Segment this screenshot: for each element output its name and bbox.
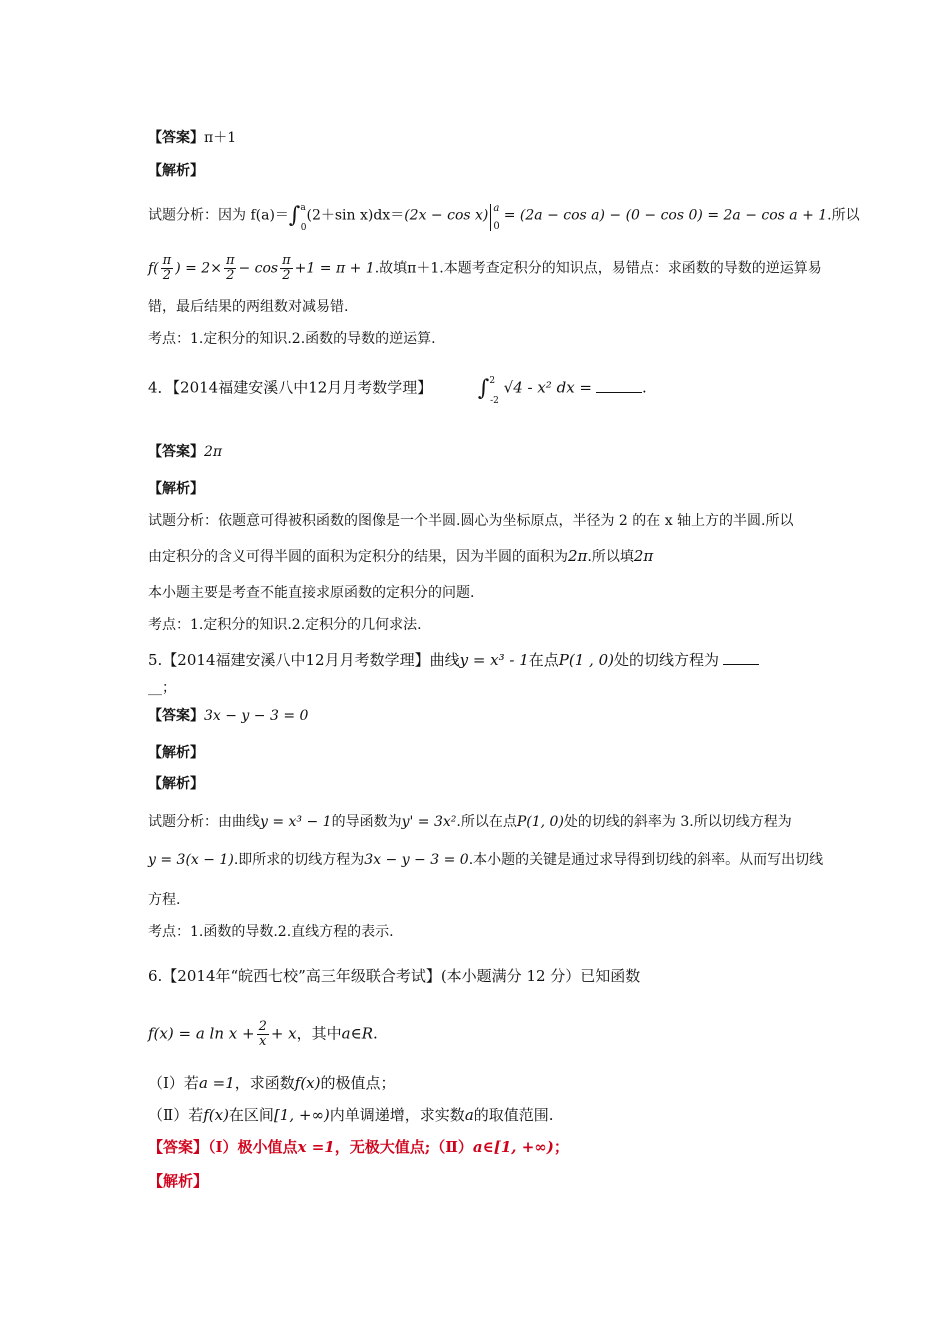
s3-answer-line bbox=[148, 127, 236, 147]
text: ，其中 bbox=[296, 1024, 342, 1043]
answer-tag: 【答案】 bbox=[148, 708, 204, 724]
math: f(x) bbox=[203, 1106, 229, 1124]
text: ； bbox=[553, 1138, 569, 1156]
math: f(x) = a ln x + bbox=[148, 1024, 255, 1043]
q4-line3: 本小题主要是考查不能直接求原函数的定积分的问题. bbox=[148, 585, 475, 601]
s3-analysis-tag: 【解析】 bbox=[148, 163, 204, 179]
math: 3x − y − 3 = 0 bbox=[364, 852, 469, 868]
q6-part1 bbox=[148, 1072, 396, 1093]
numerator: π bbox=[225, 253, 235, 268]
text: 处的切线的斜率为 3.所以切线方程为 bbox=[563, 814, 792, 830]
fraction bbox=[257, 1020, 269, 1049]
numerator: π bbox=[162, 253, 172, 268]
numerator: 2 bbox=[258, 1019, 267, 1034]
bar-upper: a bbox=[493, 202, 500, 214]
text: 试题分析：由曲线 bbox=[148, 814, 260, 830]
int-lower: -2 bbox=[490, 395, 499, 406]
text: .故填π＋1.本题考查定积分的知识点，易错点：求函数的导数的逆运算易 bbox=[374, 260, 822, 277]
math: ) = 2× bbox=[175, 260, 222, 277]
answer-value: 2π bbox=[204, 444, 223, 460]
answer-blank bbox=[596, 392, 642, 393]
antiderivative: (2x − cos x) bbox=[404, 207, 489, 224]
math: a∈[1, +∞) bbox=[472, 1138, 554, 1156]
text: （Ⅰ）若 bbox=[148, 1074, 199, 1092]
text: 试题分析：因为 bbox=[148, 207, 246, 224]
text: 由定积分的含义可得半圆的面积为定积分的结果，因为半圆的面积为 bbox=[148, 549, 568, 565]
text: .所以填 bbox=[587, 549, 634, 565]
math: P(1 , 0) bbox=[558, 651, 614, 669]
math: 2π bbox=[633, 547, 654, 565]
q4-analysis-tag: 【解析】 bbox=[148, 481, 204, 497]
question-stem: 4．【2014福建安溪八中12月月考数学理】 bbox=[148, 378, 433, 397]
math: +1 = π + 1 bbox=[294, 260, 375, 277]
q5-line2 bbox=[148, 849, 823, 869]
q6-function-line bbox=[148, 1020, 378, 1049]
int-upper: a bbox=[300, 202, 306, 213]
math: f(a)＝ bbox=[250, 207, 289, 224]
text: 在点 bbox=[528, 651, 559, 669]
text: 处的切线方程为 bbox=[614, 651, 720, 669]
math: a =1 bbox=[198, 1074, 235, 1092]
text: . bbox=[373, 1024, 378, 1043]
math: a bbox=[464, 1106, 474, 1124]
q5-stem-cont: __； bbox=[148, 680, 176, 696]
q5-line1 bbox=[148, 811, 792, 831]
q5-kaodian: 考点：1.函数的导数.2.直线方程的表示. bbox=[148, 924, 394, 940]
integrand: (2＋sin x)dx＝ bbox=[306, 207, 405, 224]
denominator: x bbox=[259, 1034, 267, 1049]
q6-analysis-tag: 【解析】 bbox=[148, 1172, 209, 1190]
evaluation: = (2a − cos a) − (0 − cos 0) = 2a − cos a + 1 bbox=[503, 207, 828, 224]
math: [1, +∞) bbox=[273, 1106, 330, 1124]
integrand: √4 - x² dx = bbox=[503, 378, 592, 397]
math: − cos bbox=[238, 260, 279, 277]
eval-bar bbox=[490, 204, 501, 231]
integral-sign: ∫ bbox=[477, 376, 490, 401]
denominator: 2 bbox=[162, 268, 172, 283]
period: . bbox=[642, 378, 647, 397]
q5-answer-line bbox=[148, 705, 308, 725]
s3-kaodian: 考点：1.定积分的知识.2.函数的导数的逆运算. bbox=[148, 331, 436, 347]
int-lower: 0 bbox=[300, 222, 307, 233]
answer-value: 3x − y − 3 = 0 bbox=[204, 708, 309, 724]
fraction bbox=[280, 254, 293, 283]
math: a∈R bbox=[341, 1024, 373, 1043]
s3-line2 bbox=[148, 254, 822, 283]
integral-sign: ∫ bbox=[288, 203, 301, 228]
q6-answer-line bbox=[148, 1136, 569, 1157]
text: 的取值范围. bbox=[473, 1106, 554, 1124]
math: + x bbox=[270, 1024, 297, 1043]
q4-kaodian: 考点：1.定积分的知识.2.定积分的几何求法. bbox=[148, 617, 422, 633]
q4-line2 bbox=[148, 546, 653, 566]
text: 的极值点； bbox=[320, 1074, 396, 1092]
q6-part2 bbox=[148, 1104, 554, 1125]
text: （Ⅱ）若 bbox=[148, 1106, 204, 1124]
q5-analysis-tag: 【解析】 bbox=[148, 745, 204, 761]
fraction bbox=[224, 254, 237, 283]
text: .本小题的关键是通过求导得到切线的斜率。从而写出切线 bbox=[468, 852, 824, 868]
text: 在区间 bbox=[228, 1106, 274, 1124]
s3-line1 bbox=[148, 202, 860, 233]
text: 的导函数为 bbox=[331, 814, 402, 830]
text: ，求函数 bbox=[234, 1074, 295, 1092]
answer-tag: 【答案】 bbox=[148, 444, 204, 460]
math: x =1 bbox=[297, 1138, 335, 1156]
answer-value: π＋1 bbox=[204, 130, 237, 146]
q5-line3: 方程. bbox=[148, 892, 181, 908]
question-stem: 5.【2014福建安溪八中12月月考数学理】曲线 bbox=[148, 651, 460, 669]
math: y' = 3x² bbox=[401, 814, 457, 830]
math: f(x) bbox=[294, 1074, 321, 1092]
denominator: 2 bbox=[282, 268, 291, 283]
fraction bbox=[161, 254, 174, 283]
answer-tag: 【答案】 bbox=[148, 130, 204, 146]
denominator: 2 bbox=[226, 268, 235, 283]
text: .所以 bbox=[827, 207, 860, 224]
math: P(1, 0) bbox=[516, 814, 564, 830]
q4-line1: 试题分析：依题意可得被积函数的图像是一个半圆.圆心为坐标原点，半径为 2 的在 x 轴上方的半圆.所以 bbox=[148, 513, 794, 529]
math: y = 3(x − 1) bbox=[148, 852, 234, 868]
s3-line3: 错，最后结果的两组数对减易错. bbox=[148, 299, 349, 315]
q5-analysis-tag: 【解析】 bbox=[148, 776, 204, 792]
math: 2π bbox=[568, 547, 588, 565]
math: y = x³ − 1 bbox=[260, 814, 332, 830]
q4-answer-line bbox=[148, 441, 222, 461]
text: .即所求的切线方程为 bbox=[233, 852, 365, 868]
answer-blank bbox=[723, 664, 759, 665]
text: 内单调递增，求实数 bbox=[329, 1106, 465, 1124]
math: f( bbox=[148, 260, 159, 277]
math: y = x³ - 1 bbox=[459, 651, 529, 669]
int-upper: 2 bbox=[489, 375, 496, 386]
answer-tag: 【答案】 bbox=[148, 1138, 209, 1156]
text: （Ⅰ）极小值点 bbox=[208, 1138, 298, 1156]
q5-stem-line bbox=[148, 649, 759, 670]
q6-stem: 6.【2014年“皖西七校”高三年级联合考试】(本小题满分 12 分）已知函数 bbox=[148, 967, 641, 985]
q4-stem-line bbox=[148, 375, 647, 406]
numerator: π bbox=[282, 253, 291, 268]
text: .所以在点 bbox=[456, 814, 517, 830]
text: ，无极大值点;（Ⅱ） bbox=[334, 1138, 473, 1156]
bar-lower: 0 bbox=[493, 220, 500, 232]
